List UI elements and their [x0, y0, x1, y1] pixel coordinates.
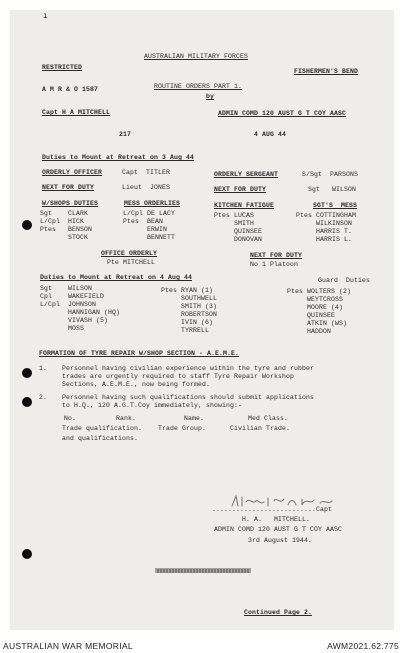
order-number: 217 — [119, 131, 132, 138]
para-2-number: 2. — [39, 394, 48, 401]
next-duty-platoon: No 1 Platoon — [250, 261, 299, 268]
reference: A M R & O 1587 — [42, 86, 99, 93]
fields-line-2: Trade qualification. Trade Group. Civilian Trade. — [62, 425, 291, 432]
continued-note: Continued Page 2. — [244, 609, 313, 616]
sgts-mess-label: SGT'S MESS — [313, 202, 358, 209]
signatory: Capt H A MITCHELL — [42, 109, 111, 116]
guard-column-2: Ptes RYAN (1) SOUTHWELL SMITH (3) ROBERTSON IVIN (6) TYRRELL — [161, 287, 218, 334]
unit-name: FISHERMEN'S BEND — [294, 68, 359, 75]
wshops-label: W/SHOPS DUTIES — [42, 200, 99, 207]
accession-number: AWM2021.62.775 — [327, 641, 399, 651]
fields-line-3: and qualifications. — [62, 435, 139, 442]
orderly-officer: Capt TITLER — [122, 169, 171, 176]
guard-column-3: Ptes WOLTERS (2) WEYTCROSS MOORE (4) QUINSEE ATKIN (WS) HADDON — [287, 288, 352, 335]
para-1-text: Personnel having civilian experience within the tyre and rubber trades are urgently required to staff Tyre Repair Workshop Sections, A.E.M.E., now being formed. — [62, 365, 315, 388]
order-date: 4 AUG 44 — [254, 131, 287, 138]
kitchen-label: KITCHEN FATIGUE — [214, 202, 275, 209]
next-officer: Lieut JONES — [122, 184, 171, 191]
wshops-names: Sgt CLARK L/Cpl HICK Ptes BENSON STOCK — [40, 210, 93, 241]
duties-heading: Duties to Mount at Retreat on 3 Aug 44 — [42, 154, 195, 161]
mess-names: L/Cpl DE LACY Ptes BEAN ERWIN BENNETT — [123, 210, 176, 241]
guard-label: Guard Duties — [318, 277, 371, 284]
struck-out-text — [155, 566, 251, 575]
orderly-sergeant: S/Sgt PARSONS — [302, 171, 359, 178]
orderly-sergeant-label: ORDERLY SERGEANT — [214, 171, 279, 178]
command: ADMIN COMD 120 AUST G T COY AASC — [218, 110, 347, 117]
next-duty-label: NEXT FOR DUTY — [250, 252, 303, 259]
fields-line-1: No. Rank. Name. Med Class. — [64, 415, 289, 422]
office-orderly-label: OFFICE ORDERLY — [101, 250, 158, 257]
binder-hole — [22, 368, 32, 378]
binder-hole — [22, 549, 32, 559]
binder-hole — [22, 220, 32, 230]
signature-date: 3rd August 1944. — [248, 537, 313, 544]
caption-bar — [0, 632, 404, 653]
document-page — [10, 10, 394, 630]
para-1-number: 1. — [39, 365, 48, 372]
para-2-text: Personnel having such qualifications should submit applications to H.Q., 120 A.G.T.Coy immediately, showing:- — [62, 394, 315, 409]
org-title: AUSTRALIAN MILITARY FORCES — [144, 53, 249, 60]
signatory-command: ADMIN COMD 120 AUST G T COY AASC — [214, 526, 343, 533]
signatory-name: H. A. MITCHELL. — [242, 516, 311, 523]
orders-title: ROUTINE ORDERS PART 1. — [154, 83, 243, 90]
guard-column-1: Sgt WILSON Cpl WAKEFIELD L/Cpl JOHNSON HANNIGAN (HQ) VIVASH (5) MOSS — [40, 285, 121, 332]
formation-heading: FORMATION OF TYRE REPAIR W/SHOP SECTION - A.E.M.E. — [39, 350, 240, 357]
mess-label: MESS ORDERLIES — [124, 200, 181, 207]
next-duty-label: NEXT FOR DUTY — [42, 184, 95, 191]
institution-name: AUSTRALIAN WAR MEMORIAL — [3, 641, 133, 651]
sgts-mess-names: Ptes COTTINGHAM WILKINSON HARRIS T. HARRIS L. — [296, 212, 357, 243]
by-label: by — [206, 93, 215, 100]
next-sergeant: Sgt WILSON — [308, 186, 357, 193]
signature-line: ..........................Capt — [212, 506, 333, 513]
office-orderly: Pte MITCHELL — [107, 259, 156, 266]
binder-hole — [22, 397, 32, 407]
staple-mark: ı — [43, 12, 48, 21]
orderly-officer-label: ORDERLY OFFICER — [42, 169, 103, 176]
guard-heading: Duties to Mount at Retreat on 4 Aug 44 — [40, 274, 193, 281]
next-duty-label: NEXT FOR DUTY — [214, 186, 267, 193]
classification: RESTRICTED — [42, 64, 83, 71]
kitchen-names: Ptes LUCAS SMITH QUINSEE DONOVAN — [214, 212, 263, 243]
